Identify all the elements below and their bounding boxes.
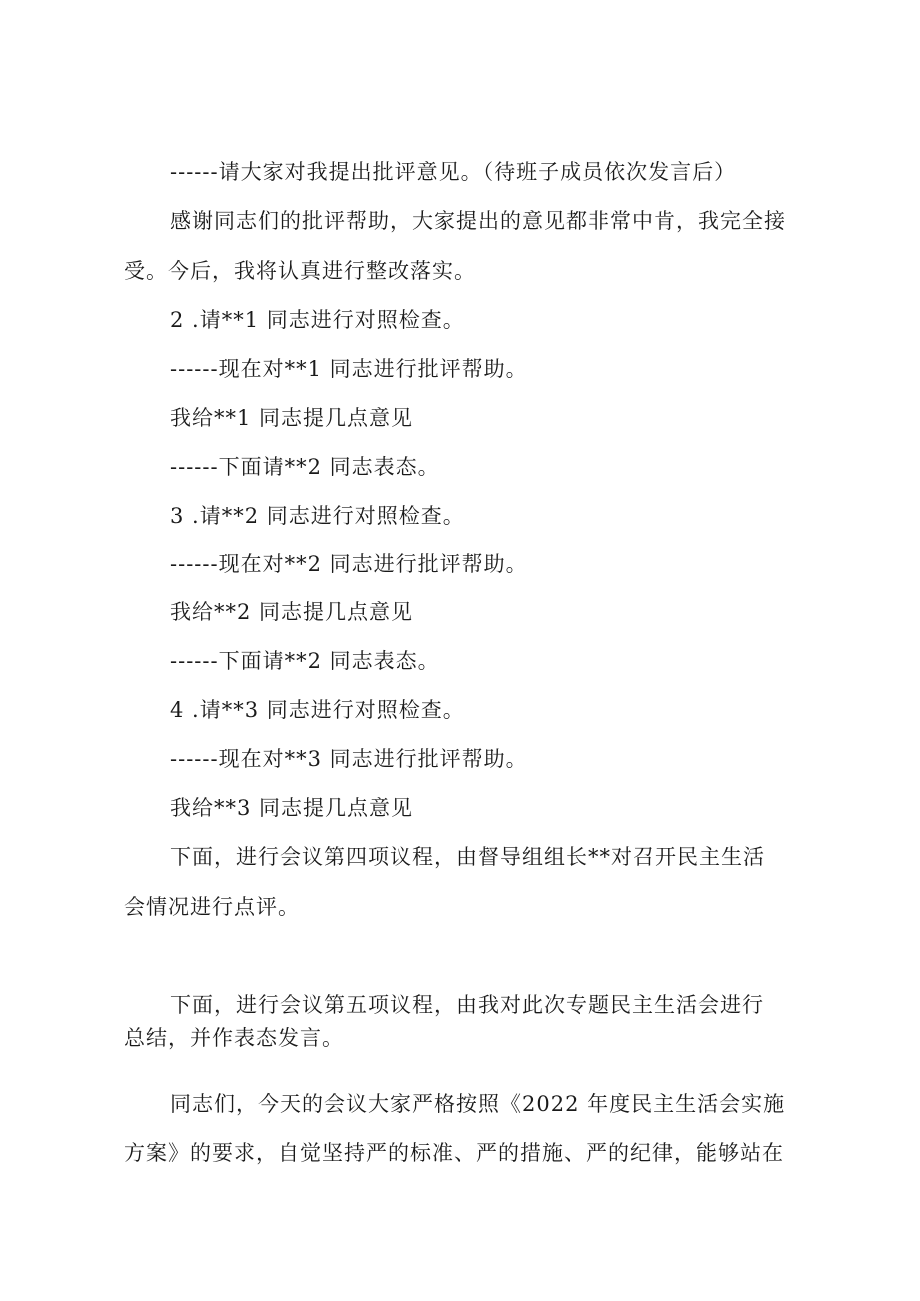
text-line: ------请大家对我提出批评意见。（待班子成员依次发言后） xyxy=(170,160,737,184)
text-line: 下面，进行会议第五项议程，由我对此次专题民主生活会进行 xyxy=(170,993,764,1017)
text-line: 感谢同志们的批评帮助，大家提出的意见都非常中肯，我完全接 xyxy=(170,209,786,233)
text-line: 方案》的要求，自觉坚持严的标准、严的措施、严的纪律，能够站在 xyxy=(124,1141,784,1165)
text-line: ------下面请**2 同志表态。 xyxy=(170,649,440,673)
text-line: 我给**3 同志提几点意见 xyxy=(170,796,414,820)
text-line: 下面，进行会议第四项议程，由督导组组长**对召开民主生活 xyxy=(170,845,765,869)
text-line: 2 .请**1 同志进行对照检查。 xyxy=(170,308,465,332)
text-line: ------现在对**2 同志进行批评帮助。 xyxy=(170,552,528,576)
text-line: ------现在对**3 同志进行批评帮助。 xyxy=(170,747,528,771)
text-line: 4 .请**3 同志进行对照检查。 xyxy=(170,698,465,722)
text-line: 同志们，今天的会议大家严格按照《2022 年度民主生活会实施 xyxy=(170,1092,786,1116)
text-line: 总结，并作表态发言。 xyxy=(124,1026,344,1050)
text-line: 受。今后，我将认真进行整改落实。 xyxy=(124,259,476,283)
text-line: 我给**2 同志提几点意见 xyxy=(170,600,414,624)
text-line: 3 .请**2 同志进行对照检查。 xyxy=(170,504,465,528)
text-line: 会情况进行点评。 xyxy=(124,895,300,919)
text-line: ------下面请**2 同志表态。 xyxy=(170,455,440,479)
text-line: 我给**1 同志提几点意见 xyxy=(170,406,414,430)
text-line: ------现在对**1 同志进行批评帮助。 xyxy=(170,357,528,381)
